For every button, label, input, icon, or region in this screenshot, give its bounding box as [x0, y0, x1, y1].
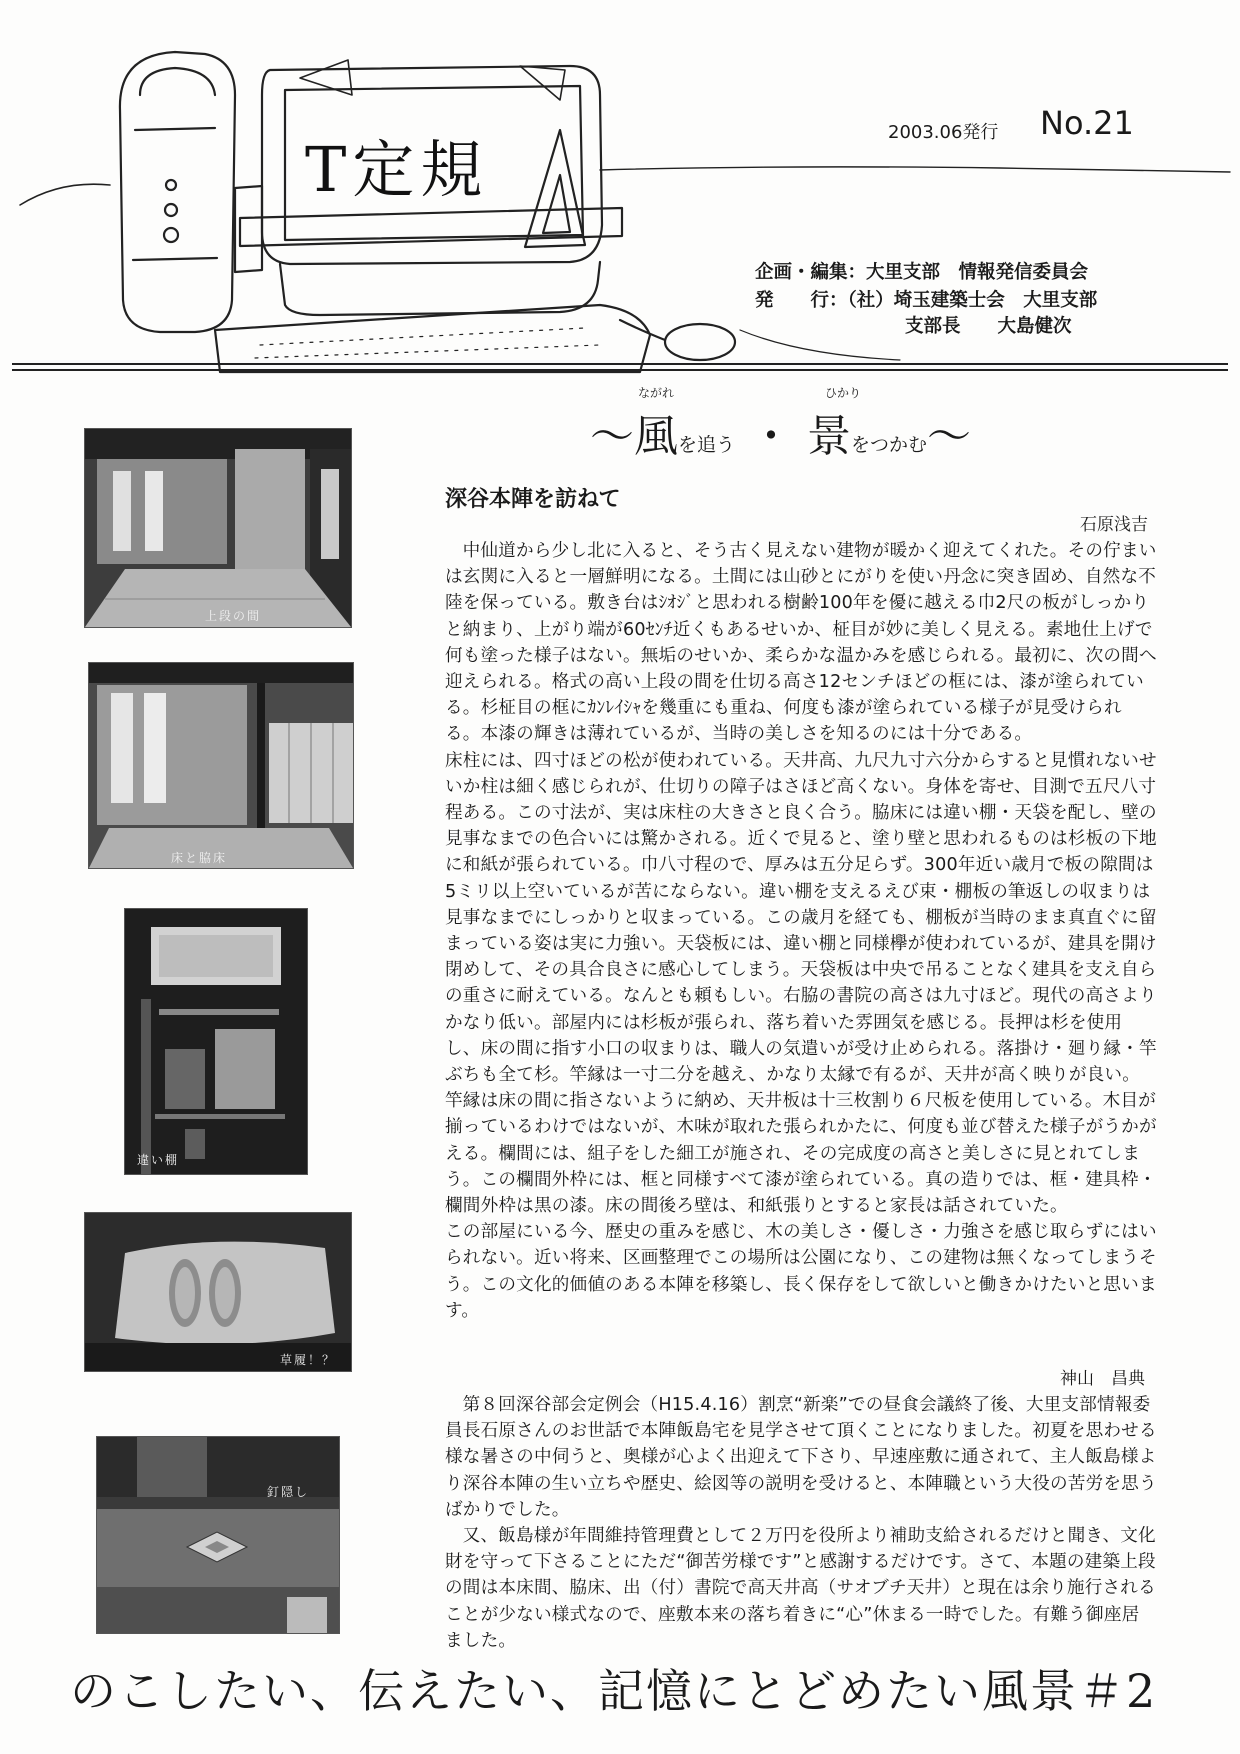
- article1-paragraph: 床柱には、四寸ほどの松が使われている。天井高、九尺九寸六分からすると見慣れないせいか柱は細く感じられが、仕切りの障子はさほど高くない。身体を寄せ、目測で五尺八寸程ある。この寸法が、実は床柱の大きさと良く合う。脇床には違い棚・天袋を配し、壁の見事なまでの色合いには驚かされる。近くで見ると、塗り壁と思われるものは杉板の下地に和紙が張られている。巾八寸程ので、厚みは五分足らず。300年近い歳月で板の隙間は5ミリ以上空いているが苦にならない。違い棚を支えるえび束・棚板の筆返しの収まりは見事なまでにしっかりと収まっている。この歳月を経ても、棚板が当時のまま真直ぐに留まっている姿は実に力強い。天袋板には、違い棚と同様欅が使われているが、建具を開け閉めして、その具合良さに感心してしまう。天袋板は中央で吊ることなく建具を支え自らの重さに耐えている。なんとも頼もしい。右脇の書院の高さは九寸ほど。現代の高さよりかなり低い。部屋内には杉板が張られ、落ち着いた雰囲気を感じる。長押は杉を使用し、床の間に指す小口の収まりは、職人の気遣いが受け止められる。落掛け・廻り縁・竿ぶちも全て杉。竿縁は一寸二分を越え、かなり太縁で有るが、天井が高く映りが良い。竿縁は床の間に指さないように納め、天井板は十三枚割り６尺板を使用している。木目が揃っているわけではないが、木味が取れた張られかたに、何度も並び替えた様子がうかがえる。欄間には、組子をした細工が施され、その完成度の高さと美しさに見とれてしまう。この欄間外枠には、框と同様すべて漆が塗られている。真の造りでは、框・建具枠・欄間外枠は黒の漆。床の間後ろ壁は、和紙張りとすると家長は話されていた。: [445, 750, 1157, 1217]
- masthead: [0, 0, 1240, 380]
- issue-number: No.21: [1040, 104, 1134, 142]
- photo-tokonoma-image: [89, 663, 353, 868]
- credit-editor: 企画・編集：大里支部 情報発信委員会: [755, 262, 1089, 283]
- series-dot: ・: [749, 411, 794, 462]
- series-suffix: 〜: [927, 411, 972, 462]
- photo-zori-image: [85, 1213, 351, 1371]
- photo-chigaidana: [124, 908, 308, 1175]
- article2-paragraph: 第８回深谷部会定例会（H15.4.16）割烹“新楽”での昼食会議終了後、大里支部情報委員長石原さんのお世話で本陣飯島宅を見学させて頂くことになりました。初夏を思わせる様な暑さの中伺うと、奥様が心よく出迎えて下さり、早速座敷に通されて、主人飯島様より深谷本陣の生い立ちや歴史、絵図等の説明を受けると、本陣職という大役の苦労を思うばかりでした。: [445, 1395, 1157, 1520]
- photo-caption-zori: 草履！？: [280, 1353, 337, 1367]
- article1-body: [445, 538, 1157, 1324]
- article1-paragraph: この部屋にいる今、歴史の重みを感じ、木の美しさ・優しさ・力強さを感じ取らずにはいられない。近い将来、区画整理でこの場所は公園になり、この建物は無くなってしまうそう。この文化的価値のある本陣を移築し、長く保存をして欲しいと働きかけたいと思います。: [445, 1222, 1157, 1321]
- photo-chigaidana-image: [125, 909, 307, 1174]
- article2-body: [445, 1392, 1157, 1654]
- photo-caption-chigaidana: 違い棚: [137, 1153, 180, 1167]
- series-kaze: 風: [634, 411, 678, 462]
- photo-zori: [84, 1212, 352, 1372]
- ruby-kei: ひかり: [825, 386, 862, 400]
- issue-date: 2003.06発行: [888, 122, 999, 143]
- footer-title: のこしたい、伝えたい、記憶にとどめたい風景＃2: [70, 1664, 1158, 1718]
- series-title: [590, 400, 971, 464]
- article2-author: 神山 昌典: [1060, 1369, 1145, 1389]
- photo-caption-kugikakushi: 釘隠し: [267, 1485, 310, 1499]
- ruby-kaze: ながれ: [638, 386, 675, 400]
- article-title: 深谷本陣を訪ねて: [445, 487, 621, 512]
- photo-kugikakushi-image: [97, 1437, 339, 1633]
- photo-caption-tokonoma: 床と脇床: [171, 851, 228, 865]
- masthead-rule-bottom: [12, 369, 1228, 371]
- photo-tokonoma: [88, 662, 354, 869]
- credit-publisher: 発 行：（社）埼玉建築士会 大里支部: [755, 290, 1098, 311]
- series-wo-ou: を追う: [678, 434, 736, 456]
- article2-paragraph: 又、飯島様が年間維持管理費として２万円を役所より補助支給されるだけと聞き、文化財を守って下さることにただ“御苦労様です”と感謝するだけです。さて、本題の建築上段の間は本床間、脇床、出（付）書院で高天井高（サオブチ天井）と現在は余り施行されることが少ない様式なので、座敷本来の落ち着きに“心”休まる一時でした。有難う御座居ました。: [445, 1526, 1156, 1651]
- series-prefix: 〜: [590, 411, 634, 462]
- photo-upper-room-image: [85, 429, 351, 627]
- newsletter-title: T定規: [305, 133, 489, 206]
- photo-upper-room: [84, 428, 352, 628]
- series-kei: 景: [807, 411, 852, 462]
- masthead-rule-top: [12, 363, 1228, 365]
- article1-author: 石原浅吉: [1080, 515, 1148, 535]
- photo-caption-upper-room: 上段の間: [205, 609, 262, 623]
- article1-paragraph: 中仙道から少し北に入ると、そう古く見えない建物が暖かく迎えてくれた。その佇まいは玄関に入ると一層鮮明になる。土間には山砂とにがりを使い丹念に突き固め、自然な不陸を保っている。敷き台はｼｵｼﾞと思われる樹齢100年を優に越える巾2尺の板がしっかりと納まり、上がり端が60ｾﾝﾁ近くもあるせいか、柾目が妙に美しく見える。素地仕上げで何も塗った様子はない。無垢のせいか、柔らかな温かみを感じられる。最初に、次の間へ迎えられる。格式の高い上段の間を仕切る高さ12センチほどの框には、漆が塗られている。杉柾目の框にｶﾝﾚｲｼｬを幾重にも重ね、何度も漆が塗られている様子が見受けられる。本漆の輝きは薄れているが、当時の美しさを知るのには十分である。: [445, 541, 1157, 745]
- series-wo-tsukamu: をつかむ: [851, 434, 928, 456]
- credit-branch-head: 支部長 大島健次: [905, 316, 1072, 337]
- photo-kugikakushi: [96, 1436, 340, 1634]
